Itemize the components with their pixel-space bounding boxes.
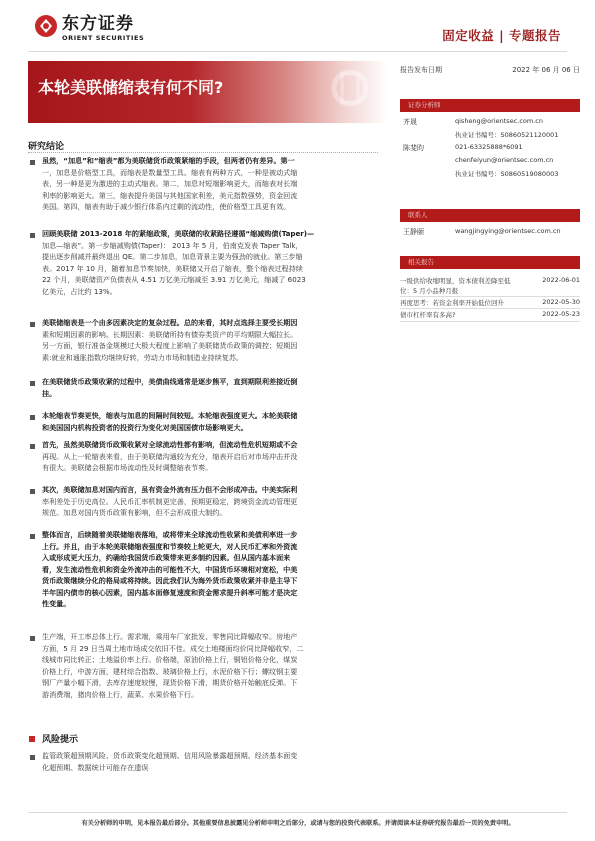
report-title: 本轮美联储缩表有何不同? xyxy=(38,78,224,97)
risk-warning-title: 风险提示 xyxy=(42,735,79,745)
bullet-icon xyxy=(30,755,35,760)
related-report-link[interactable]: 一级供给收缩明显，资本债利差降至低位：5 月小品种月报 xyxy=(400,277,511,295)
risk-section-icon xyxy=(29,736,35,742)
footer-divider xyxy=(28,812,567,813)
conclusion-paragraph-3: 美联储缩表是一个由多因素决定的复杂过程。总的来看，其时点选择主要受长期因 素和短期因素的影响。长期因素：美联储所持有债券类资产的平均期限大幅拉长。 另一方面，银行准备金规模过大极大程度上影响了美联储货币政策的调控；短期因 素:就业和通胀指数均继续好转，劳动力市场和制造业持续复苏。 xyxy=(42,318,298,362)
banner-decoration-icon xyxy=(330,64,370,112)
logo-name-cn: 东方证券 xyxy=(62,14,134,34)
analyst-cert: 执业证书编号：S0860519080003 xyxy=(455,170,559,178)
contact-email[interactable]: wangjingying@orientsec.com.cn xyxy=(455,227,561,235)
conclusion-paragraph-2: 回顾美联储 2013-2018 年的紧缩政策，美联储的收紧路径遵循“缩减购债(Taper)— 加息—缩表”。第一步缩减购债(Taper)： 2013 年 5 月，伯南克发表 Taper Talk， 提出逐步削减并最终退出 QE。第二步加息，加息背景主要为强劲的就业。第三步缩 表。2017 年 10 月，随着加息节奏加快，美联储又开启了缩表，整个缩表过程持续 22 个月，美联储资产负债表从 4.51 万亿美元缩减至 3.91 万亿美元，缩减了 6023 亿美元，占比约 13%。 xyxy=(42,229,315,296)
conclusion-paragraph-4: 在美联储货币政策收紧的过程中，美债曲线通常是逐步熊平，直到期限利差接近倒 挂。 xyxy=(42,377,298,398)
analyst-phone: 021-63325888*6091 xyxy=(455,143,523,151)
risk-warning-text: 监管政策超预期风险、货币政策变化超预期、信用风险暴露超预期、经济基本面变 化超预期、数据统计可能存在遗误 xyxy=(42,751,298,772)
header-divider xyxy=(28,51,567,52)
related-report-date: 2022-05-30 xyxy=(542,298,580,306)
analyst-cert: 执业证书编号：S0860521120001 xyxy=(455,131,559,139)
conclusion-paragraph-7: 其次，美联储加息对国内而言，虽有资金外流有压力但不会形成冲击。中美实际利 率利差处于历史高位。人民币汇率机制更完善，预期更稳定，跨境资金流动管理更 规范。加息对国内货币政策有影响，但不会形成很大制约。 xyxy=(42,485,298,517)
contact-heading: 联系人 xyxy=(400,209,580,222)
bullet-icon xyxy=(30,636,35,641)
bullet-icon xyxy=(30,534,35,539)
bullet-icon xyxy=(30,381,35,386)
related-reports-heading: 相关报告 xyxy=(400,256,580,269)
research-conclusion-title: 研究结论 xyxy=(28,142,65,152)
related-report-link[interactable]: 债市杠杆率有多高? xyxy=(400,311,456,319)
analyst-email[interactable]: qisheng@orientsec.com.cn xyxy=(455,117,543,125)
bullet-icon xyxy=(30,233,35,238)
bullet-icon xyxy=(30,444,35,449)
analysts-heading: 证券分析师 xyxy=(400,99,580,112)
related-report-link[interactable]: 再度思考：若资金利率开始低位回升 xyxy=(400,299,504,307)
conclusion-paragraph-1: 虽然，“加息”和“缩表”都为美联储货币政策紧缩的手段，但两者仍有差异。第一 一，加息是价格型工具，而缩表是数量型工具。缩表有两种方式，一种是被动式缩 表，另一种是更为激进的主动式缩表。第二，加息对短端影响更大，而缩表对长端 利率的影响更大。第三，缩表提升美国与其他国家利差，美元指数强势，资金回流 美国。第四，缩表有助于减少银行体系内过剩的流动性，使价格型工具更有效。 xyxy=(42,156,298,211)
related-divider xyxy=(400,308,580,309)
conclusion-paragraph-8: 整体而言，后续随着美联储缩表落地，或将带来全球流动性收紧和美债利率进一步 上行。并且，由于本轮美联储缩表强度和节奏较上轮更大，对人民币汇率和外资流 入或形成更大压力，约确给我国货币政策带来更多制约因素。但从国内基本面来 看，发生流动性危机和资金外流冲击的可能性不大，中国货币环境相对宽松，中美 货币政策继续分化的格局或将持续。因此我们认为海外货币政策收紧并非是主导下 半年国内债市的核心因素，国内基本面修复速度和资金需求提升斜率可能才是决定 性变量。 xyxy=(42,530,298,608)
related-divider xyxy=(400,296,580,297)
related-divider xyxy=(400,321,580,322)
conclusion-paragraph-6: 首先，虽然美联储货币政策收紧对全球流动性都有影响，但流动性危机短期或不会 再现。从上一轮缩表来看，由于美联储沟通较为充分，缩表开启后对市场冲击并没 有很大。美联储会根据市场流动性及时调整缩表节奏。 xyxy=(42,440,298,472)
disclaimer-footer: 有关分析师的申明，见本报告最后部分。其他重要信息披露见分析师申明之后部分，或请与您的投资代表联系。并请阅读本证券研究报告最后一页的免责申明。 xyxy=(81,820,515,827)
analyst-name: 齐晟 xyxy=(403,118,417,126)
orient-securities-logo-icon xyxy=(34,14,58,38)
section-divider xyxy=(28,152,378,153)
conclusion-paragraph-5: 本轮缩表节奏更快，缩表与加息的间隔时间较短。本轮缩表强度更大。本轮美联储 和美国国内机构投资者的投资行为变化对美国国债市场影响更大。 xyxy=(42,411,298,432)
bullet-icon xyxy=(30,415,35,420)
bullet-icon xyxy=(30,322,35,327)
publish-date-value: 2022 年 06 月 06 日 xyxy=(512,66,580,74)
logo-name-en: ORIENT SECURITIES xyxy=(62,34,145,42)
related-report-date: 2022-06-01 xyxy=(542,276,580,284)
conclusion-paragraph-9: 生产端，开工率总体上行。需求端，乘用车厂家批发、零售同比降幅收窄。房地产 方面，5 月 29 日当周土地市场成交依旧不佳。成交土地楼面均价同比降幅收窄，二 线城市同比转正；土地溢价率上行。价格端，原油价格上行，铜铝价格分化，煤炭 价格上行，中游方面，建材综合指数、玻璃价格上行，水泥价格下行；螺纹钢主要 钢厂产量小幅下滑，去库存速度较慢，现货价格下滑，期货价格开始触底反弹。下 游消费端，猪肉价格上行，蔬菜、水果价格下行。 xyxy=(42,632,304,699)
bullet-icon xyxy=(30,489,35,494)
analyst-name: 陈斐昀 xyxy=(403,144,424,152)
publish-date-label: 报告发布日期 xyxy=(400,66,442,74)
related-report-date: 2022-05-23 xyxy=(542,310,580,318)
contact-name: 王静颐 xyxy=(403,228,424,236)
analyst-email[interactable]: chenfeiyun@orientsec.com.cn xyxy=(455,156,554,164)
report-category: 固定收益 | 专题报告 xyxy=(442,28,561,43)
bullet-icon xyxy=(30,160,35,165)
